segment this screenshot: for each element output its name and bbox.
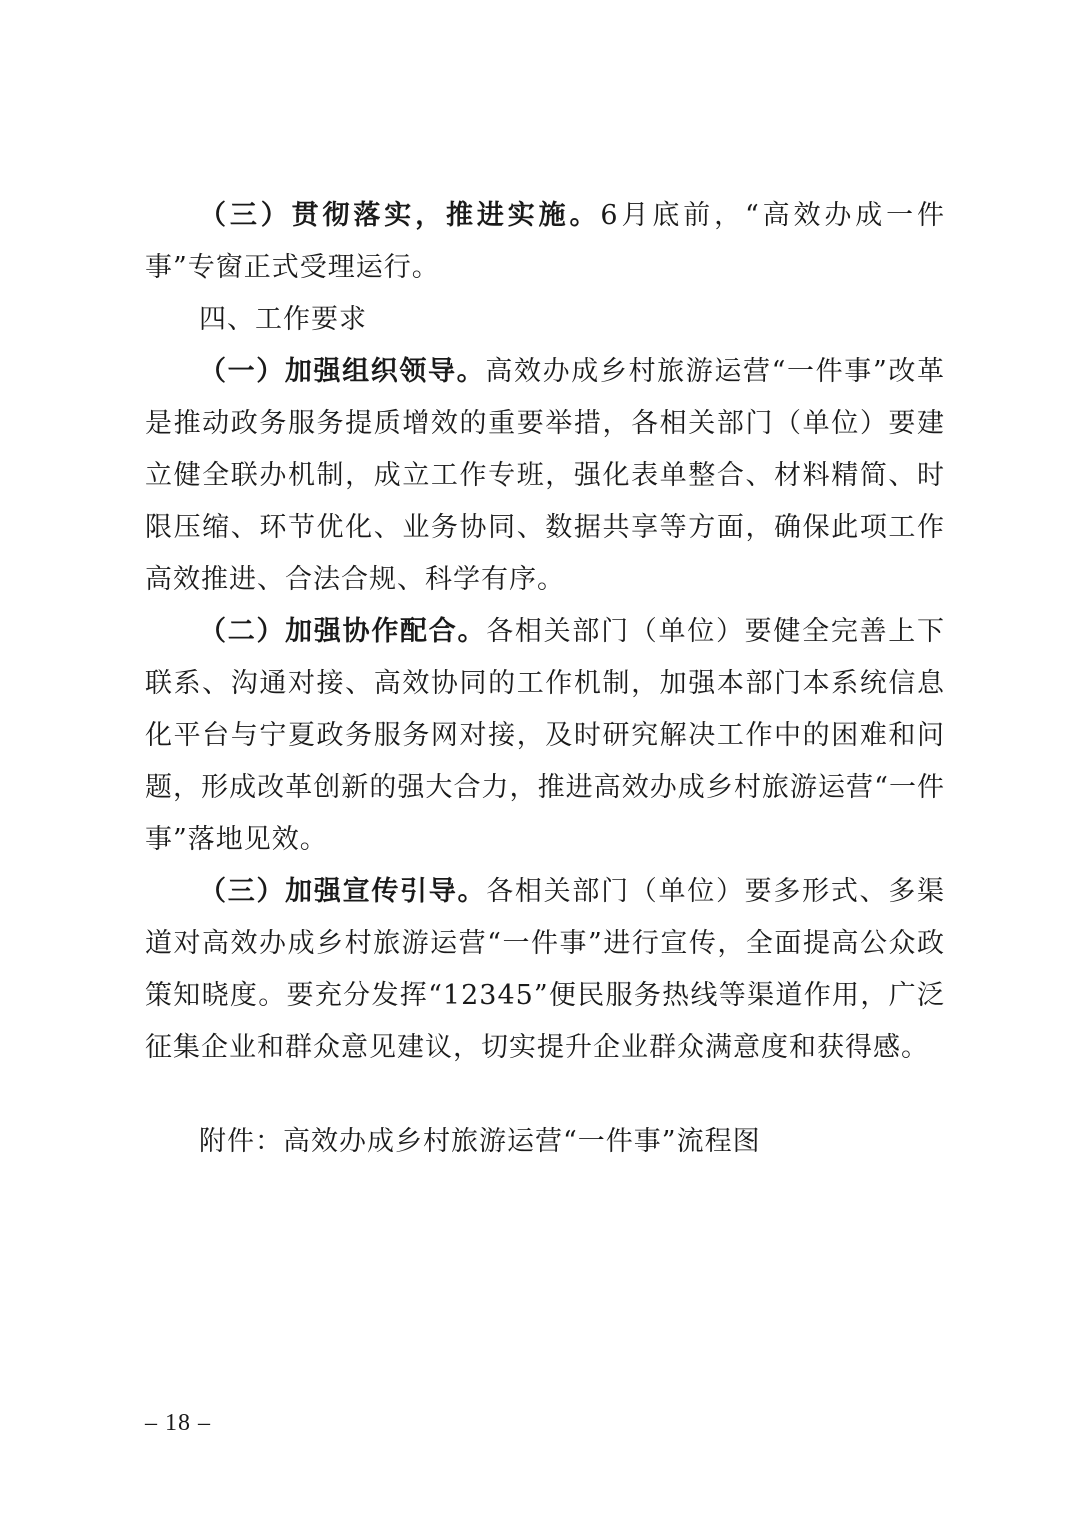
- paragraph-text: 6月底前，“高效办成一件事”专窗正式受理运行。: [145, 200, 946, 283]
- implementation-paragraph: [145, 190, 945, 294]
- paragraph-lead: （二）加强协作配合。: [199, 616, 487, 647]
- paragraph-text: 各相关部门（单位）要健全完善上下联系、沟通对接、高效协同的工作机制，加强本部门本系统信息化平台与宁夏政务服务网对接，及时研究解决工作中的困难和问题，形成改革创新的强大合力，推进高效办成乡村旅游运营“一件事”落地见效。: [145, 616, 946, 855]
- section-heading: 四、工作要求: [199, 304, 367, 335]
- requirement-paragraph-3: [145, 866, 945, 1074]
- paragraph-text: 各相关部门（单位）要多形式、多渠道对高效办成乡村旅游运营“一件事”进行宣传，全面提高公众政策知晓度。要充分发挥“12345”便民服务热线等渠道作用，广泛征集企业和群众意见建议，切实提升企业群众满意度和获得感。: [145, 876, 946, 1063]
- paragraph-lead: （一）加强组织领导。: [199, 356, 486, 387]
- requirement-paragraph-1: [145, 346, 945, 606]
- requirement-paragraph-2: [145, 606, 945, 866]
- document-body: [145, 190, 945, 1168]
- paragraph-lead: （三）贯彻落实，推进实施。: [199, 200, 601, 231]
- paragraph-lead: （三）加强宣传引导。: [199, 876, 487, 907]
- paragraph-text: 高效办成乡村旅游运营“一件事”改革是推动政务服务提质增效的重要举措，各相关部门（单位）要建立健全联办机制，成立工作专班，强化表单整合、材料精简、时限压缩、环节优化、业务协同、数据共享等方面，确保此项工作高效推进、合法合规、科学有序。: [145, 356, 946, 595]
- page-number: – 18 –: [145, 1410, 211, 1436]
- attachment-line: 附件：高效办成乡村旅游运营“一件事”流程图: [199, 1126, 761, 1157]
